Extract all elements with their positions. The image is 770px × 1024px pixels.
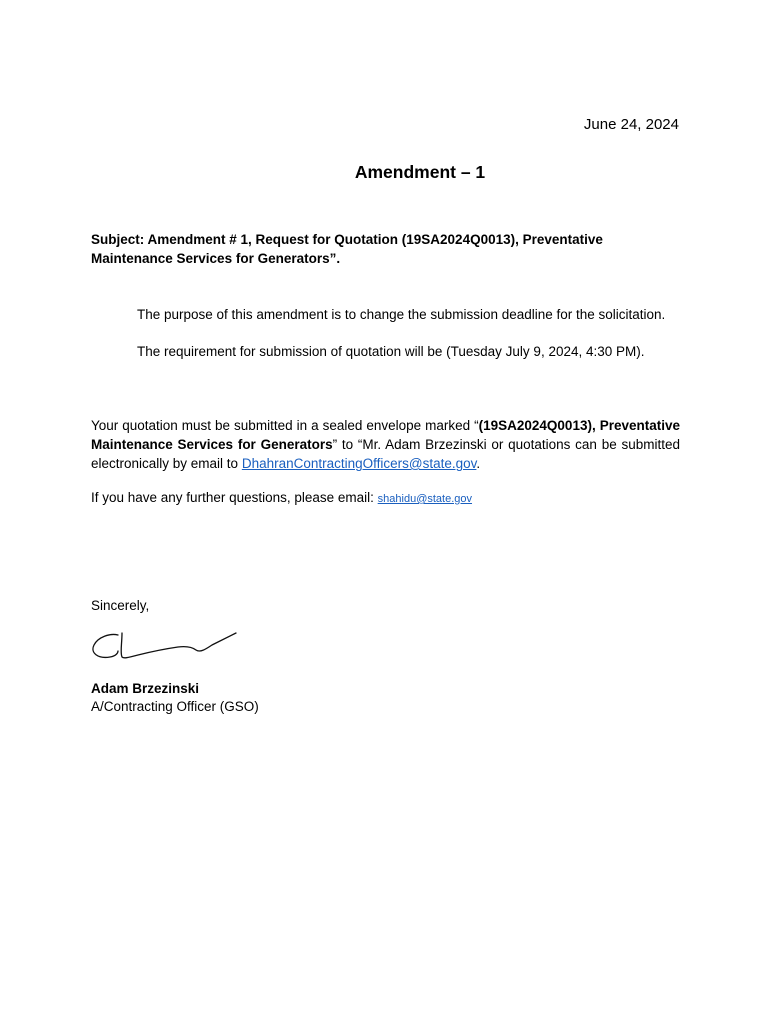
submission-paragraph	[91, 416, 680, 473]
submission-text-prefix: Your quotation must be submitted in a sealed envelope marked “	[91, 418, 479, 433]
closing-salutation: Sincerely,	[91, 598, 150, 613]
handwritten-signature	[88, 627, 240, 667]
questions-email-link[interactable]: shahidu@state.gov	[377, 493, 473, 505]
submission-text-middle: ” to “Mr. Adam Brzezinski or quotations can be submitted electronically by email to	[91, 437, 680, 471]
signer-name: Adam Brzezinski	[91, 681, 200, 696]
contracting-officers-email-link[interactable]: DhahranContractingOfficers@state.gov	[241, 456, 477, 471]
document-title: Amendment – 1	[354, 162, 486, 182]
requirement-paragraph: The requirement for submission of quotation will be (Tuesday July 9, 2024, 4:30 PM).	[137, 344, 645, 359]
letter-date: June 24, 2024	[583, 116, 679, 133]
questions-paragraph	[91, 489, 691, 508]
purpose-paragraph: The purpose of this amendment is to change the submission deadline for the solicitation.	[137, 307, 666, 322]
submission-marking-text: (19SA2024Q0013), Preventative Maintenance Services for Generators	[91, 418, 680, 452]
subject-line: Subject: Amendment # 1, Request for Quotation (19SA2024Q0013), Preventative Maintenance Services for Generators”.	[91, 232, 603, 266]
submission-text-suffix: .	[476, 456, 481, 471]
questions-text: If you have any further questions, please email:	[91, 490, 378, 505]
signer-title: A/Contracting Officer (GSO)	[91, 699, 259, 714]
